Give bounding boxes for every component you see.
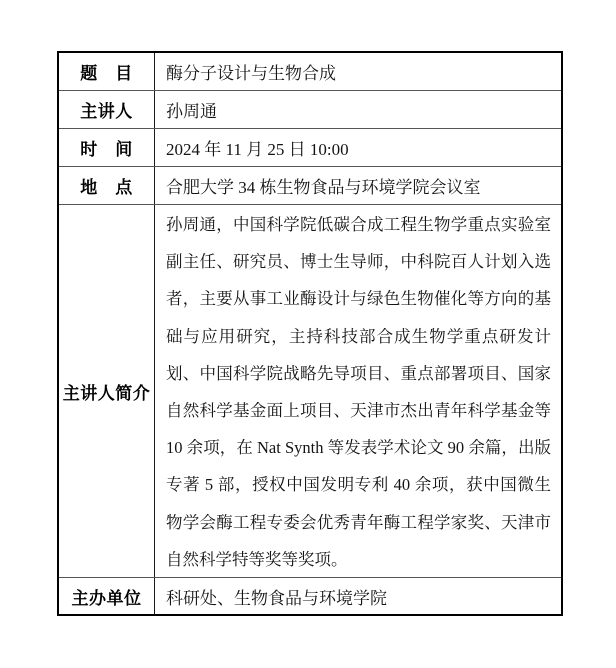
row-label-speaker: 主讲人 (59, 91, 155, 128)
speaker-bio-text: 孙周通，中国科学院低碳合成工程生物学重点实验室副主任、研究员、博士生导师，中科院百人计划入选者，主要从事工业酶设计与绿色生物催化等方向的基础与应用研究，主持科技部合成生物学重点研发计划、中国科学院战略先导项目、重点部署项目、国家自然科学基金面上项目、天津市杰出青年科学基金等 10 余项，在 Nat Synth 等发表学术论文 90 余篇，出版专著 5 部，授权中国发明专利 40 余项，获中国微生物学会酶工程专委会优秀青年酶工程学家奖、天津市自然科学特等奖等奖项。 (166, 215, 551, 569)
row-value-time: 2024 年 11 月 25 日 10:00 (166, 140, 349, 159)
row-label-location: 地 点 (59, 167, 155, 204)
table-row-time (59, 129, 561, 167)
row-value-title: 酶分子设计与生物合成 (166, 64, 336, 83)
table-row-speaker (59, 91, 561, 129)
table-row-speaker-bio (59, 205, 561, 578)
row-label-speaker-bio: 主讲人简介 (59, 205, 155, 577)
row-label-organizer: 主办单位 (59, 578, 155, 614)
table-row-title (59, 53, 561, 91)
row-label-title: 题 目 (59, 53, 155, 90)
table-row-location (59, 167, 561, 205)
row-value-speaker: 孙周通 (166, 102, 217, 121)
row-value-organizer: 科研处、生物食品与环境学院 (166, 588, 387, 608)
row-value-speaker-bio (155, 205, 561, 577)
row-value-location: 合肥大学 34 栋生物食品与环境学院会议室 (166, 178, 481, 197)
seminar-info-table (57, 51, 563, 616)
table-row-organizer (59, 578, 561, 614)
row-label-time: 时 间 (59, 129, 155, 166)
